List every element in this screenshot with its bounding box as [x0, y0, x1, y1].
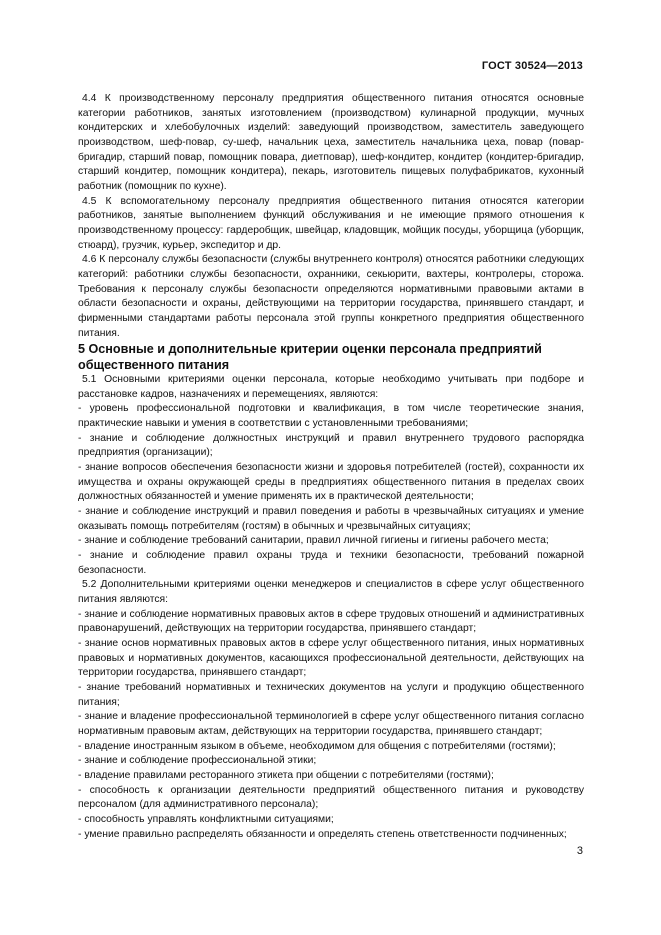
paragraph-4-6: 4.6 К персоналу службы безопасности (службы внутреннего контроля) относятся работники следующих категорий: работники службы безопасности, охранники, секьюрити, вахтеры, контролеры, сторожа. Требования к персоналу службы безопасности определяются нормативными правовыми актами в области безопасности и охраны, действующими на территории государства, принявшего стандарт, и фирменными стандартами работы персонала этой группы конкретного предприятия общественного питания. [78, 254, 584, 339]
list-item: - знание и соблюдение требований санитарии, правил личной гигиены и гигиены рабочего места; [78, 535, 549, 547]
list-item: - способность к организации деятельности предприятий общественного питания и руководству персоналом (для административного персонала); [78, 784, 584, 811]
list-item: - умение правильно распределять обязанности и определять степень ответственности подчиненных; [78, 828, 567, 840]
list-item: - владение иностранным языком в объеме, необходимом для общения с потребителями (гостями); [78, 740, 556, 752]
list-item: - знание и соблюдение должностных инструкций и правил внутреннего трудового распорядка предприятия (организации); [78, 432, 584, 459]
paragraph-5-2: 5.2 Дополнительными критериями оценки менеджеров и специалистов в сфере услуг общественного питания являются: [78, 579, 584, 605]
list-item: - знание основ нормативных правовых актов в сфере услуг общественного питания, иных нормативных правовых и нормативных документов, касающихся профессиональной деятельности, действующих на территории государства, принявшего стандарт; [78, 637, 584, 679]
paragraph-4-5: 4.5 К вспомогательному персоналу предприятия общественного питания относятся категории работников, занятые выполнением функций обслуживания и не имеющие прямого отношения к производственному процессу: гардеробщик, швейцар, кладовщик, мойщик посуды, уборщица (уборщик, стюард), грузчик, курьер, экспедитор и др. [78, 195, 584, 251]
list-item: - способность управлять конфликтными ситуациями; [78, 813, 334, 825]
paragraph-4-4: 4.4 К производственному персоналу предприятия общественного питания относятся основные категории работников, занятых изготовлением (производством) кулинарной продукции, мучных кондитерских и хлебобулочных изделий: заведующий производством, заместитель заведующего производством, шеф-повар, су-шеф, начальник цеха, заместитель начальника цеха, повар (повар-бригадир, старший повар, помощник повара, диетповар), шеф-кондитер, кондитер (кондитер-бригадир, старший кондитер, помощник кондитера), пекарь, изготовитель пищевых полуфабрикатов, кухонный работник (помощник по кухне). [78, 93, 584, 192]
page-number: 3 [576, 845, 583, 857]
list-item: - владение правилами ресторанного этикета при общении с потребителями (гостями); [78, 769, 494, 781]
list-item: - знание требований нормативных и технических документов на услуги и продукцию общественного питания; [78, 681, 584, 708]
list-item: - знание и соблюдение нормативных правовых актов в сфере трудовых отношений и административных правонарушений, действующих на территории государства, принявшего стандарт; [78, 608, 584, 635]
list-item: - уровень профессиональной подготовки и квалификация, в том числе теоретические знания, практические навыки и умения в соответствии с установленными требованиями; [78, 403, 584, 430]
page-body [78, 92, 584, 842]
list-item: - знание вопросов обеспечения безопасности жизни и здоровья потребителей (гостей), сохранности их имущества и охраны окружающей среды в предприятиях общественного питания в пределах своих должностных обязанностей и умение применять их в практической деятельности; [78, 462, 584, 503]
list-item: - знание и соблюдение профессиональной этики; [78, 755, 317, 767]
list-item: - знание и соблюдение правил охраны труда и техники безопасности, требований пожарной безопасности. [78, 550, 584, 576]
section-5-title: 5 Основные и дополнительные критерии оценки персонала предприятий общественного питания [78, 342, 542, 373]
paragraph-5-1: 5.1 Основными критериями оценки персонала, которые необходимо учитывать при подборе и расстановке кадров, назначениях и перемещениях, являются: [78, 374, 584, 400]
list-item: - знание и владение профессиональной терминологией в сфере услуг общественного питания согласно нормативным правовым актам, действующих на территории государства, принявшего стандарт; [78, 711, 584, 737]
list-item: - знание и соблюдение инструкций и правил поведения и работы в чрезвычайных ситуациях и умение оказывать помощь потребителям (гостям) в обычных и чрезвычайных ситуациях; [78, 506, 584, 532]
document-code-header: ГОСТ 30524—2013 [481, 60, 583, 72]
